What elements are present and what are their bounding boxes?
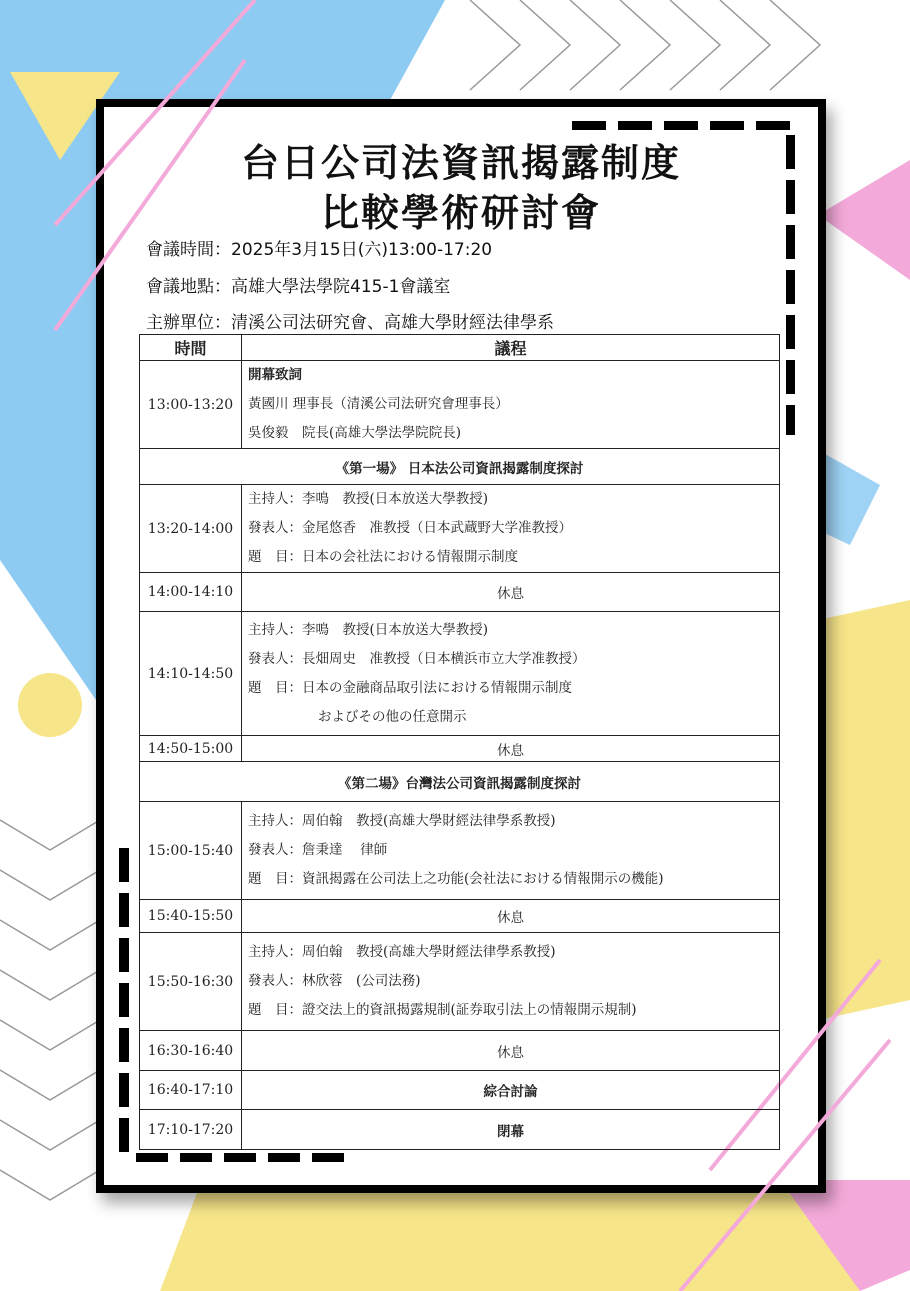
time-cell: 17:10-17:20 xyxy=(140,1110,242,1150)
session-row xyxy=(140,762,780,802)
agenda-table xyxy=(139,334,780,1150)
blue-square-right xyxy=(818,450,880,545)
time-cell: 15:40-15:50 xyxy=(140,900,242,933)
agenda-line: およびその他の任意開示 xyxy=(318,708,467,725)
agenda-line: 題 目：日本の会社法における情報開示制度 xyxy=(248,549,518,565)
table-row xyxy=(140,1110,780,1150)
time-cell: 15:50-16:30 xyxy=(140,933,242,1031)
agenda-line: 主持人：周伯翰 教授(高雄大學財經法律學系教授) xyxy=(248,813,556,829)
time-cell: 14:10-14:50 xyxy=(140,612,242,736)
agenda-line: 發表人：林欣蓉 (公司法務) xyxy=(248,973,421,989)
session-title: 《第二場》台灣法公司資訊揭露制度探討 xyxy=(140,762,780,802)
yellow-shape-bottom xyxy=(160,1185,860,1291)
time-cell: 13:00-13:20 xyxy=(140,361,242,449)
agenda-line: 主持人：李鳴 教授(日本放送大學教授) xyxy=(248,621,489,638)
table-row xyxy=(140,485,780,573)
break-cell: 休息 xyxy=(242,573,780,612)
agenda-line: 發表人：詹秉達 律師 xyxy=(248,842,388,858)
break-cell: 休息 xyxy=(242,900,780,933)
meeting-place: 會議地點：高雄大學法學院415-1會議室 xyxy=(146,277,451,297)
table-row xyxy=(140,802,780,900)
table-row xyxy=(140,933,780,1031)
agenda-line: 主持人：李鳴 教授(日本放送大學教授) xyxy=(248,491,489,507)
yellow-shape-right xyxy=(818,600,910,1020)
agenda-line: 主持人：周伯翰 教授(高雄大學財經法律學系教授) xyxy=(248,944,556,960)
time-cell: 15:00-15:40 xyxy=(140,802,242,900)
yellow-circle xyxy=(18,673,82,737)
break-cell: 休息 xyxy=(242,736,780,762)
time-cell: 14:00-14:10 xyxy=(140,573,242,612)
agenda-cell xyxy=(242,802,780,900)
table-row xyxy=(140,900,780,933)
header-agenda: 議程 xyxy=(242,335,780,361)
time-cell: 13:20-14:00 xyxy=(140,485,242,573)
meeting-time: 會議時間：2025年3月15日(六)13:00-17:20 xyxy=(146,240,493,260)
agenda-line: 題 目：資訊揭露在公司法上之功能(会社法における情報開示の機能) xyxy=(248,871,664,887)
table-row xyxy=(140,573,780,612)
chevron-pattern-left xyxy=(0,820,100,1200)
agenda-line: 黃國川 理事長（清溪公司法研究會理事長） xyxy=(248,396,509,412)
title-line-1: 台日公司法資訊揭露制度 xyxy=(240,140,681,185)
title-line-2: 比較學術研討會 xyxy=(320,190,601,235)
header-time: 時間 xyxy=(140,335,242,361)
table-row xyxy=(140,1071,780,1110)
agenda-line: 吳俊毅 院長(高雄大學法學院院長) xyxy=(248,425,462,441)
table-row xyxy=(140,736,780,762)
agenda-line: 發表人：長畑周史 准教授（日本横浜市立大学准教授） xyxy=(248,650,586,667)
agenda-cell xyxy=(242,485,780,573)
table-row xyxy=(140,361,780,449)
session-title: 《第一場》 日本法公司資訊揭露制度探討 xyxy=(140,449,780,485)
agenda-cell xyxy=(242,933,780,1031)
time-cell: 14:50-15:00 xyxy=(140,736,242,762)
table-header-row xyxy=(140,335,780,361)
break-cell: 休息 xyxy=(242,1031,780,1071)
discussion-cell: 綜合討論 xyxy=(242,1071,780,1110)
agenda-line: 題 目：日本の金融商品取引法における情報開示制度 xyxy=(248,679,572,696)
pink-triangle-right xyxy=(818,160,910,280)
agenda-line: 題 目：證交法上的資訊揭露規制(証券取引法上の情報開示規制) xyxy=(248,1002,637,1018)
agenda-cell xyxy=(242,612,780,736)
closing-cell: 閉幕 xyxy=(242,1110,780,1150)
agenda-heading: 開幕致詞 xyxy=(248,367,302,383)
table-row xyxy=(140,1031,780,1071)
agenda-cell xyxy=(242,361,780,449)
agenda-line: 發表人：金尾悠香 准教授（日本武蔵野大学准教授） xyxy=(248,520,572,536)
session-row xyxy=(140,449,780,485)
chevron-pattern-top xyxy=(470,0,820,90)
table-row xyxy=(140,612,780,736)
time-cell: 16:30-16:40 xyxy=(140,1031,242,1071)
time-cell: 16:40-17:10 xyxy=(140,1071,242,1110)
organizer: 主辦單位：清溪公司法研究會、高雄大學財經法律學系 xyxy=(146,313,554,333)
